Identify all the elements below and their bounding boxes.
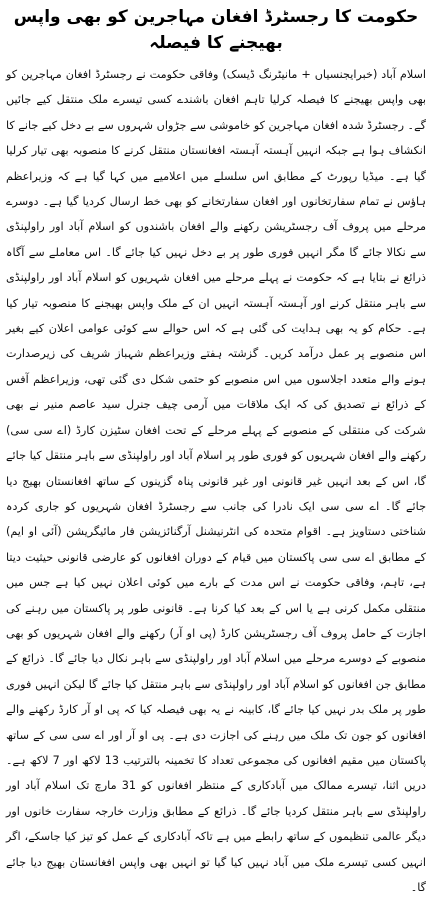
article-headline: حکومت کا رجسٹرڈ افغان مہاجرین کو بھی واپس بھیجنے کا فیصلہ xyxy=(13,7,419,53)
article-body: اسلام آباد (خبرایجنسیاں + مانیٹرنگ ڈیسک) وفاقی حکومت نے رجسٹرڈ افغان مہاجرین کو بھی واپس بھیجنے کا فیصلہ کرلیا تاہم افغان باشندے کسی تیسرے ملک منتقل کیے جائیں گے۔ رجسٹرڈ شدہ افغان مہاجرین کو خاموشی سے جڑواں شہروں سے بے دخل کیے جانے کا انکشاف ہوا ہے جبکہ انہیں آہستہ آہستہ افغانستان منتقل کرنے کا منصوبہ بھی تیار کرلیا گیا ہے۔ میڈیا رپورٹ کے مطابق اس سلسلے میں اعلامیے میں کہا گیا ہے کہ وزیراعظم ہاؤس نے تمام سفارتخانوں اور افغان سفارتخانے کو بھی خط ارسال کردیا گیا ہے۔ دوسرے مرحلے میں پروف آف رجسٹریشن رکھنے والے افغان باشندوں کو اسلام آباد اور راولپنڈی سے نکالا جائے گا مگر انہیں فوری طور پر بے دخل نہیں کیا جائے گا۔ اس معاملے سے آگاہ ذرائع نے بتایا ہے کہ حکومت نے پہلے مرحلے میں افغان شہریوں کو اسلام آباد اور راولپنڈی سے باہر منتقل کرنے اور آہستہ آہستہ انہیں ان کے ملک واپس بھیجنے کا منصوبہ تیار کیا ہے۔ حکام کو یہ بھی ہدایت کی گئی ہے کہ اس حوالے سے کوئی عوامی اعلان کیے بغیر اس منصوبے پر عمل درآمد کریں۔ گزشتہ ہفتے وزیراعظم شہباز شریف کی زیرصدارت ہونے والے متعدد اجلاسوں میں اس منصوبے کو حتمی شکل دی گئی تھی، وزیراعظم آفس کے ذرائع نے تصدیق کی کہ ایک ملاقات میں آرمی چیف جنرل سید عاصم منیر نے بھی شرکت کی منتقلی کے منصوبے کے پہلے مرحلے کے تحت افغان سٹیزن کارڈ (اے سی سی) رکھنے والے افغان شہریوں کو فوری طور پر اسلام آباد اور راولپنڈی سے باہر منتقل کیا جائے گا، اس کے بعد انہیں غیر قانونی اور غیر قانونی پناہ گزینوں کے ساتھ افغانستان بھیج دیا جائے گا۔ اے سی سی ایک نادرا کی جانب سے رجسٹرڈ افغان شہریوں کو جاری کردہ شناختی دستاویز ہے۔ اقوام متحدہ کی انٹرنیشنل آرگنائزیشن فار مائیگریشن (آئی او ایم) کے مطابق اے سی سی پاکستان میں قیام کے دوران افغانوں کو عارضی قانونی حیثیت دیتا ہے، تاہم، وفاقی حکومت نے اس مدت کے بارے میں کوئی اعلان نہیں کیا ہے جس میں منتقلی مکمل کرنی ہے یا اس کے بعد کیا کرنا ہے۔ قانونی طور پر پاکستان میں رہنے کی اجازت کے حامل پروف آف رجسٹریشن کارڈ (پی او آر) رکھنے والے افغان شہریوں کو بھی منصوبے کے دوسرے مرحلے میں اسلام آباد اور راولپنڈی سے باہر نکال دیا جائے گا۔ ذرائع کے مطابق جن افغانوں کو اسلام آباد اور راولپنڈی سے باہر منتقل کیا جائے گا لیکن انہیں فوری طور پر ملک بدر نہیں کیا جائے گا، کابینہ نے یہ بھی فیصلہ کیا کہ پی او آر کارڈ رکھنے والے افغانوں کو جون تک ملک میں رہنے کی اجازت دی ہے۔ پی او آر اور اے سی سی کے ساتھ پاکستان میں مقیم افغانوں کی مجموعی تعداد کا تخمینہ بالترتیب 13 لاکھ اور 7 لاکھ ہے۔ دریں اثنا، تیسرے ممالک میں آبادکاری کے منتظر افغانوں کو 31 مارچ تک اسلام آباد اور راولپنڈی سے باہر منتقل کردیا جائے گا۔ ذرائع کے مطابق وزارت خارجہ سفارت خانوں اور دیگر عالمی تنظیموں کے ساتھ رابطے میں ہے تاکہ آبادکاری کے عمل کو تیز کیا جاسکے، اگر انہیں کسی تیسرے ملک میں آباد نہیں کیا گیا تو انہیں بھی واپس افغانستان بھیج دیا جائے گا۔ xyxy=(6,68,427,894)
